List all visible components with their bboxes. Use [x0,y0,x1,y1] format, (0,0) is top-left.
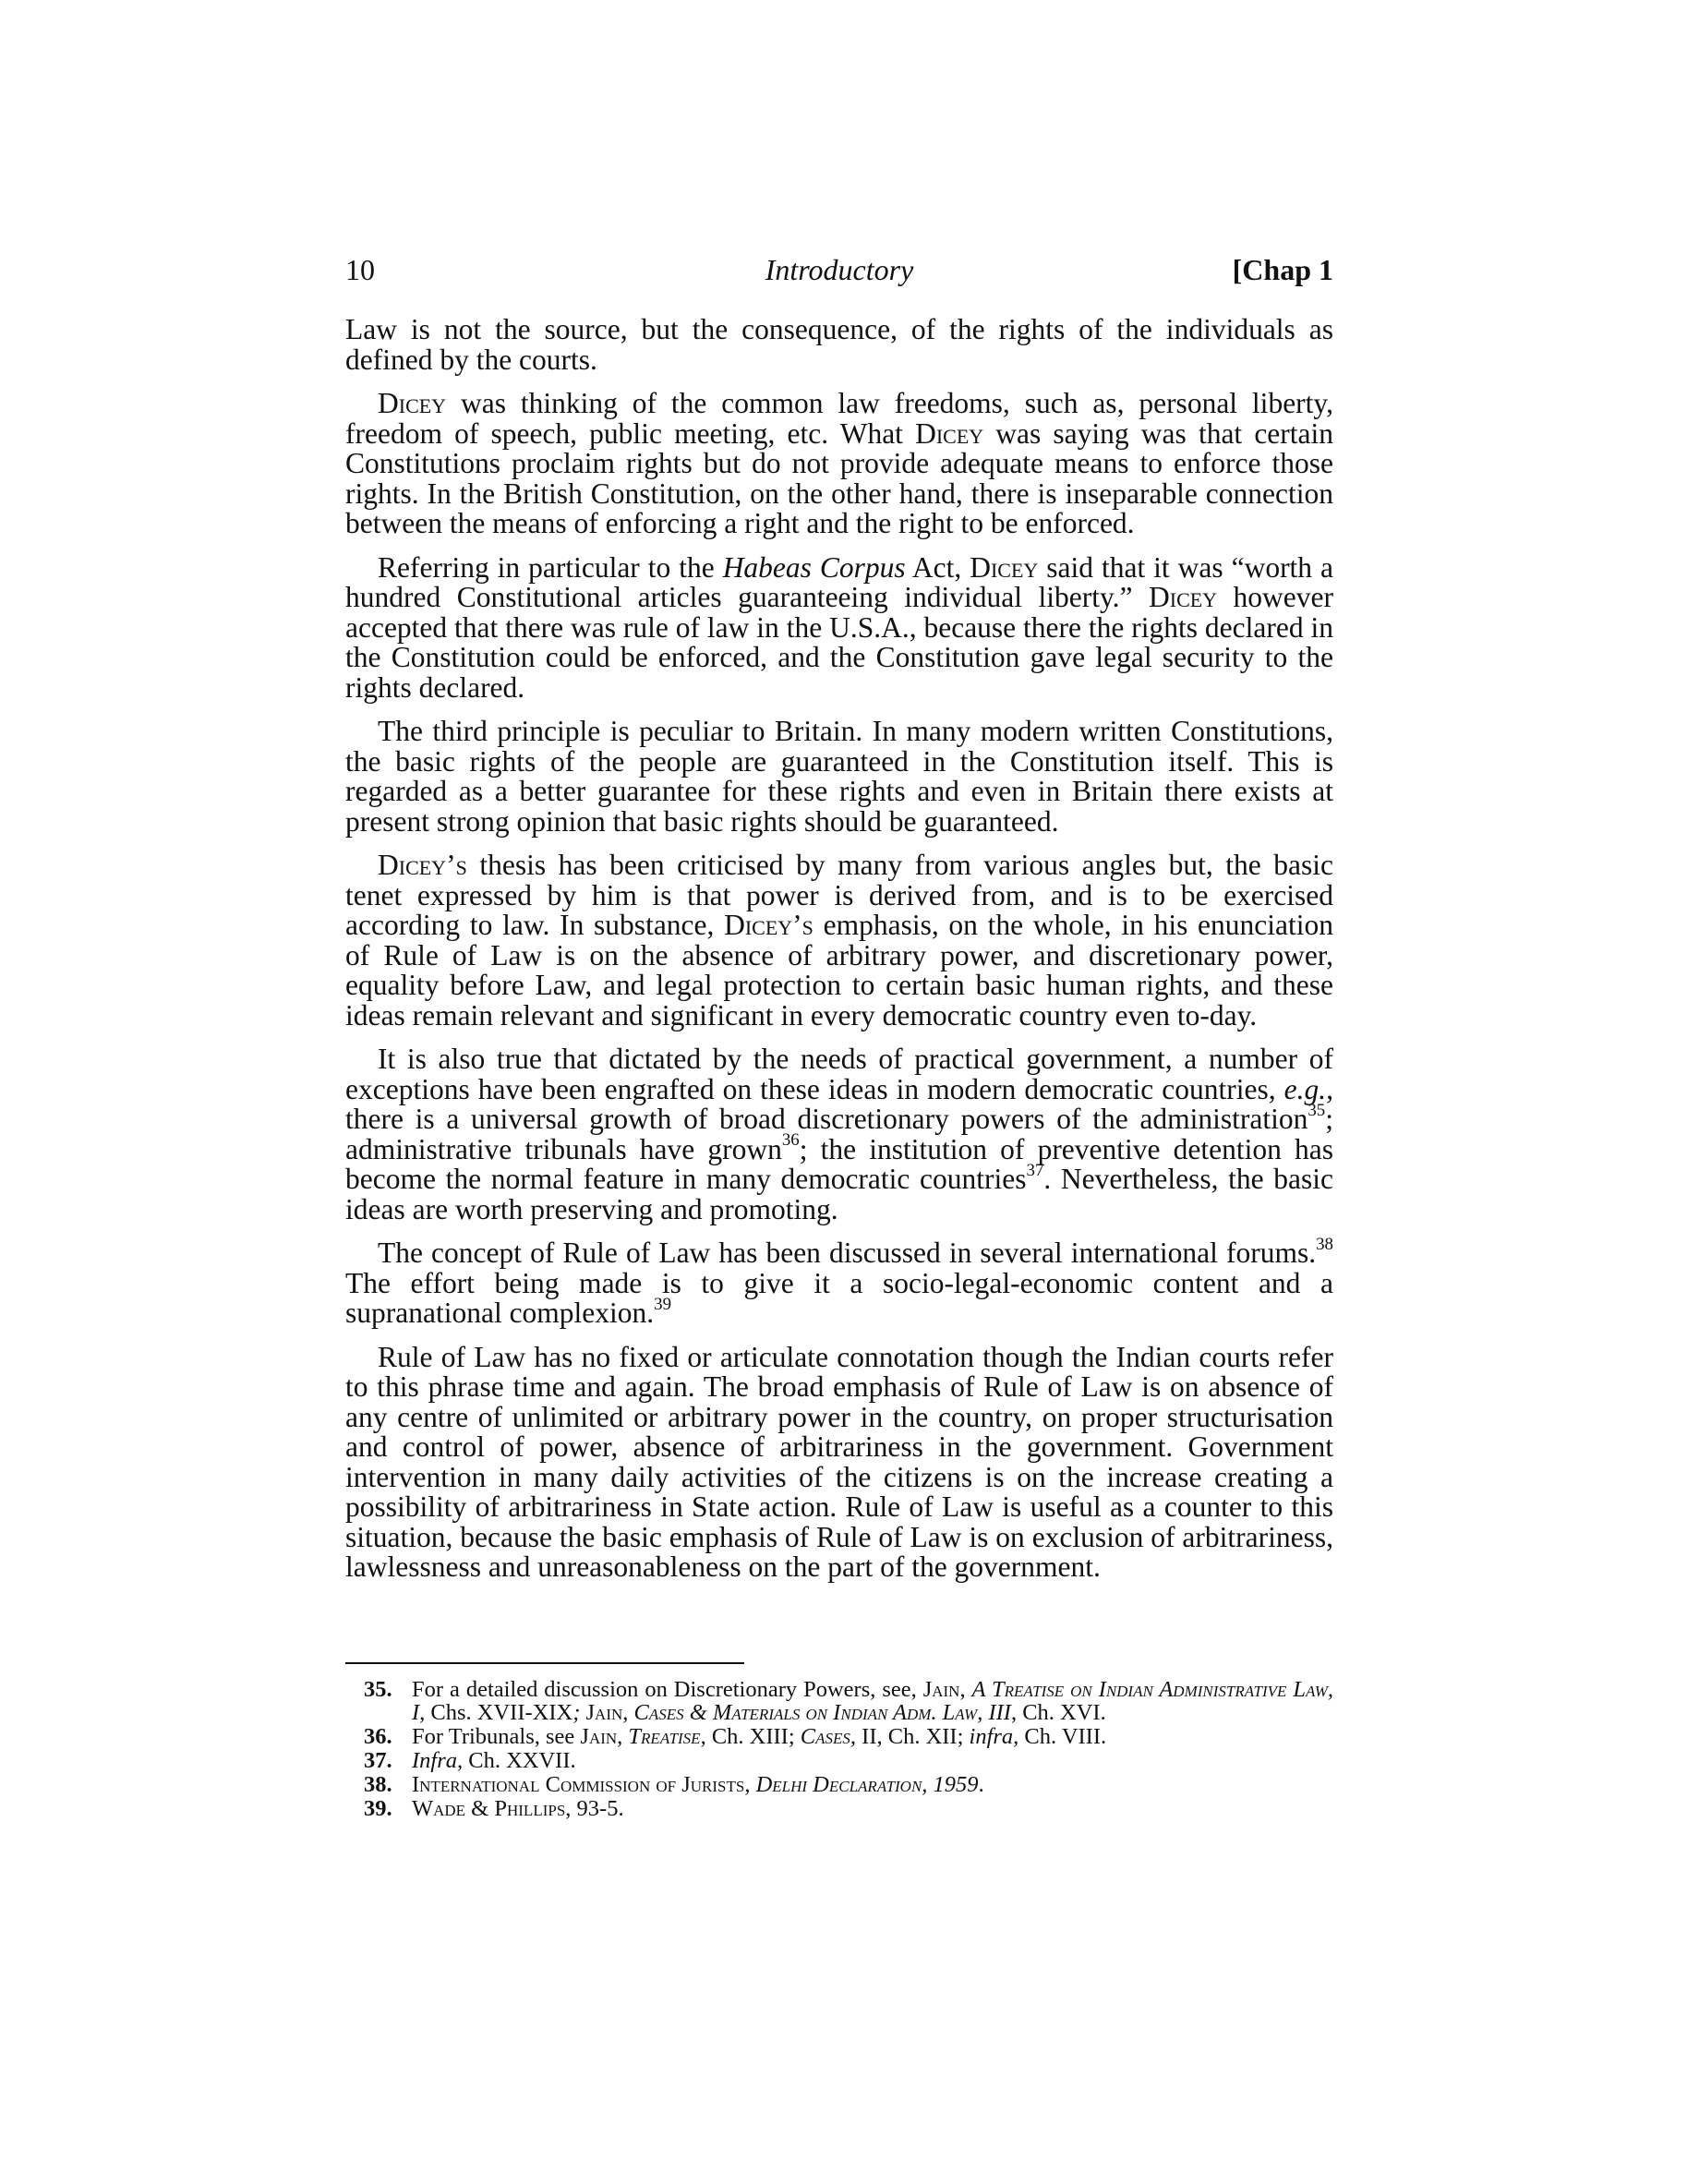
italic-text: Infra, [412,1748,464,1773]
page-header [345,242,1333,297]
text-run: Ch. XXVII. [463,1748,576,1773]
citation-title: Treatise, [628,1724,706,1749]
small-caps-text: Dicey [915,416,984,450]
footnote-number: 36. [364,1724,392,1749]
body-paragraph [345,389,1333,539]
small-caps-text: Jain [580,1724,618,1749]
small-caps-text: Dicey’s [378,849,467,881]
footnote [345,1749,1333,1772]
footnote-reference: 39 [654,1294,672,1314]
body-paragraph [345,1340,1333,1583]
text-run: Ch. VIII. [1018,1724,1107,1749]
text-run: The effort being made is to give it a socio-legal-economic content and a supranational complexion. [345,1266,1333,1329]
text-run: For Tribunals, see [412,1724,581,1749]
footnote-reference: 38 [1316,1234,1333,1254]
text-run: , 93-5. [565,1796,624,1821]
text-run: II, Ch. XII; [856,1724,970,1749]
text-run: Ch. XIII; [705,1724,801,1749]
text-run: ; administrative tribunals have grown [345,1103,1333,1165]
citation-title: A Treatise on Indian Administrative Law, I, [412,1677,1333,1725]
text-run: . Nevertheless, the basic ideas are worth preserving and promoting. [345,1163,1333,1225]
text-run: ; the institution of preventive detention has become the normal feature in many democratic countries [345,1132,1334,1195]
footnote [345,1773,1333,1796]
text-run: Referring in particular to the [378,550,723,584]
text-run: For a detailed discussion on Discretionary Powers, see, [412,1677,923,1702]
italic-text: e.g., [1283,1072,1333,1105]
page-number: 10 [345,253,375,286]
body-paragraph [345,1044,1333,1225]
text-run: there is a universal growth of broad discretionary powers of the administration [345,1103,1308,1135]
italic-text: ; [572,1700,581,1725]
footnote-number: 39. [364,1796,392,1821]
body-paragraph [345,717,1333,837]
footnote-number: 37. [364,1748,392,1773]
text-run: Chs. XVII-XIX [425,1700,573,1725]
small-caps-text: International Commission of Jurists [412,1772,745,1797]
text-run: was thinking of the common law freedoms, such as, personal liberty, freedom of speech, public meeting, etc. What [345,387,1333,450]
text-run: emphasis, on the whole, in his enunciation of Rule of Law is on the absence of arbitrary power, and discretionary power, equality before Law, and legal protection to certain basic human rights, and these ideas remain relevant and significant in every democratic country even to-day. [345,909,1333,1032]
text-run: Law is not the source, but the consequence, of the rights of the individuals as defined by the courts. [345,313,1333,376]
footnote-reference: 35 [1307,1100,1326,1120]
citation-title: Cases, [800,1724,857,1749]
text-run: The concept of Rule of Law has been discussed in several international forums. [378,1237,1317,1269]
text-run: , [617,1724,629,1749]
text-run: , [744,1772,756,1797]
footnote-divider [345,1662,744,1664]
small-caps-text: Jain [585,1700,623,1725]
footnotes [345,1678,1333,1821]
footnote [345,1678,1333,1724]
footnote [345,1797,1333,1820]
footnote-number: 35. [364,1677,392,1702]
text-run: however accepted that there was rule of law in the U.S.A., because there the rights declared in the Constitution could be enforced, and the Constitution gave legal security to the rights declared. [345,581,1334,704]
italic-text: Habeas Corpus [722,550,906,584]
small-caps-text: Dicey’s [724,909,813,941]
text-run: , [959,1677,972,1702]
body-paragraph [345,550,1334,704]
small-caps-text: Dicey [1149,581,1218,613]
body-text [345,315,1333,1597]
small-caps-text: Wade & Phillips [412,1796,566,1821]
footnote-number: 38. [364,1772,392,1797]
chapter-label: [Chap 1 [1232,253,1333,286]
text-run: , [622,1700,634,1725]
text-run: , Ch. XVI. [1010,1700,1106,1725]
body-paragraph [345,1234,1333,1329]
citation-title: Delhi Declaration, 1959 [755,1772,979,1797]
text-run: thesis has been criticised by many from various angles but, the basic tenet expressed by him is that power is derived from, and is to be exercised according to law. In substance, [345,849,1333,941]
text-run: was saying was that certain Constitutions proclaim rights but do not provide adequate means to enforce those rights. In the British Constitution, on the other hand, there is inseparable connection between the means of enforcing a right and the right to be enforced. [345,416,1334,539]
italic-text: infra, [969,1724,1019,1749]
running-title: Introductory [765,253,914,286]
text-run: . [978,1772,984,1797]
footnote [345,1725,1333,1748]
small-caps-text: Dicey [970,550,1039,584]
text-run: said that it was “worth a hundred Constitutional articles guaranteeing individual liberty.” [345,550,1334,613]
body-paragraph [345,851,1333,1031]
text-run: Act, [905,550,970,584]
footnote-reference: 37 [1026,1160,1044,1180]
text-run: It is also true that dictated by the needs of practical government, a number of exceptions have been engrafted on these ideas in modern democratic countries, [345,1043,1333,1105]
body-paragraph [345,315,1333,375]
small-caps-text: Jain [922,1677,960,1702]
footnote-reference: 36 [781,1130,800,1151]
small-caps-text: Dicey [378,387,447,419]
text-run: The third principle is peculiar to Britain. In many modern written Constitutions, the basic rights of the people are guaranteed in the Constitution itself. This is regarded as a better guarantee for these rights and even in Britain there exists at present strong opinion that basic rights should be guaranteed. [345,715,1333,838]
citation-title: Cases & Materials on Indian Adm. Law, III [633,1700,1011,1725]
text-run: Rule of Law has no fixed or articulate connotation though the Indian courts refer to this phrase time and again. The broad emphasis of Rule of Law is on absence of any centre of unlimited or arbitrary power in the country, on proper structurisation and control of power, absence of arbitrariness in the government. Government intervention in many daily activities of the citizens is on the increase creating a possibility of arbitrariness in State action. Rule of Law is useful as a counter to this situation, because the basic emphasis of Rule of Law is on exclusion of arbitrariness, lawlessness and unreasonableness on the part of the government. [345,1340,1333,1583]
